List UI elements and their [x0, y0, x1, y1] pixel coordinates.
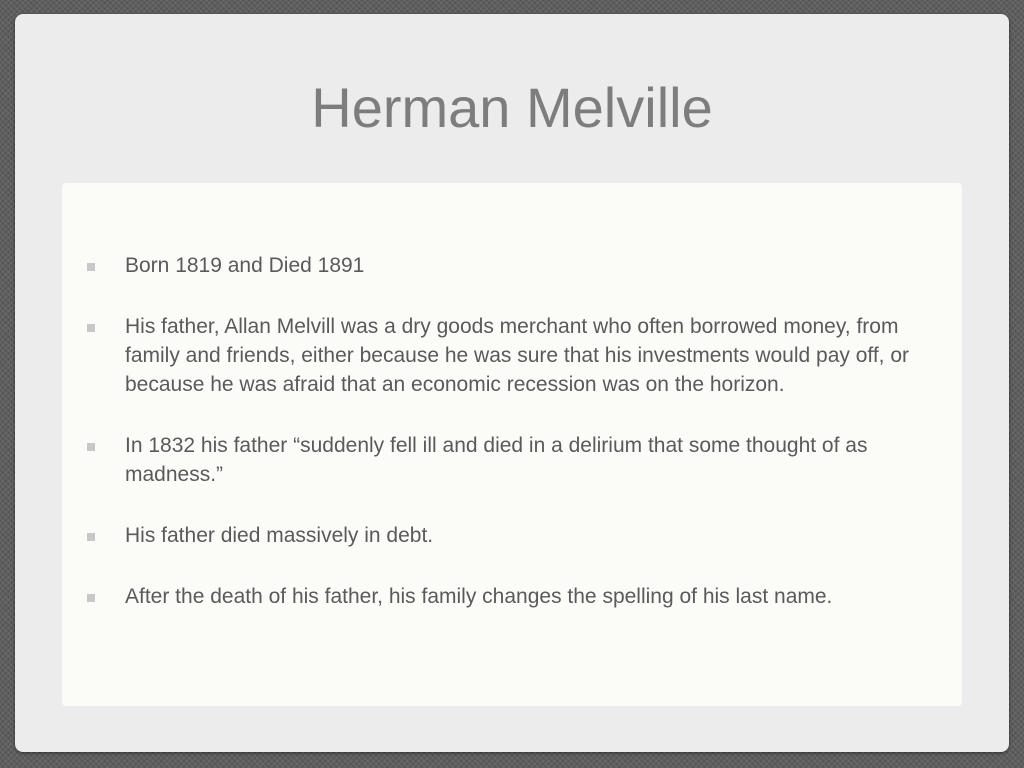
- square-bullet-icon: [87, 594, 95, 602]
- bullet-list: [62, 251, 962, 643]
- bullet-item: [62, 312, 962, 399]
- bullet-item: [62, 251, 962, 280]
- square-bullet-icon: [87, 443, 95, 451]
- bullet-text: Born 1819 and Died 1891: [125, 254, 365, 277]
- square-bullet-icon: [87, 263, 95, 271]
- square-bullet-icon: [87, 533, 95, 541]
- bullet-item: [62, 431, 962, 489]
- bullet-item: [62, 582, 962, 611]
- slide-title: Herman Melville: [311, 76, 713, 139]
- bullet-text: His father, Allan Melvill was a dry goods merchant who often borrowed money, from family and friends, either because he was sure that his investments would pay off, or because he was afraid that an economic recession was on the horizon.: [125, 315, 910, 396]
- square-bullet-icon: [87, 324, 95, 332]
- bullet-text: His father died massively in debt.: [125, 524, 434, 547]
- bullet-text: After the death of his father, his family changes the spelling of his last name.: [125, 585, 833, 608]
- bullet-item: [62, 521, 962, 550]
- bullet-text: In 1832 his father “suddenly fell ill and died in a delirium that some thought of as madness.”: [125, 434, 868, 486]
- content-panel: [62, 183, 962, 706]
- slide: [15, 14, 1009, 752]
